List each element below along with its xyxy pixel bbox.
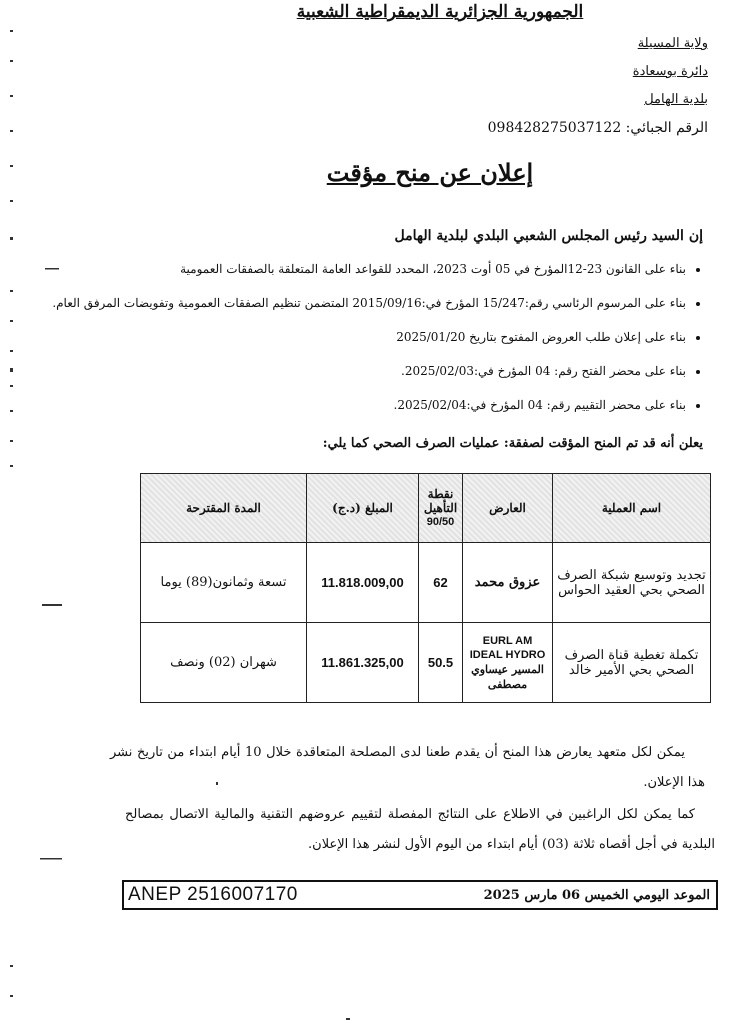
row-operation: تجديد وتوسيع شبكة الصرف الصحي بحي العقيد الحواس	[553, 543, 711, 623]
row-duration: تسعة وثمانون(89) يوما	[141, 543, 307, 623]
grant-table	[140, 473, 711, 703]
daira-label: دائرة بوسعادة	[632, 64, 708, 79]
header-amount: المبلغ (د.ج)	[307, 474, 419, 543]
header-score-scale: 90/50	[426, 516, 455, 528]
commune-label: بلدية الهامل	[644, 92, 708, 107]
row-score: 62	[419, 543, 463, 623]
footer-bar	[122, 880, 718, 910]
row-amount: 11.861.325,00	[307, 623, 419, 703]
legal-basis-item: • بناء على محضر التقييم رقم: 04 المؤرخ في:2025/02/04.	[86, 394, 686, 428]
header-operation: اسم العملية	[553, 474, 711, 543]
row-duration: شهران (02) ونصف	[141, 623, 307, 703]
legal-basis-list	[52, 258, 708, 428]
grant-declaration: يعلن أنه قد تم المنح المؤقت لصفقة: عمليات الصرف الصحي كما يلي:	[322, 436, 703, 451]
appeal-paragraph: يمكن لكل متعهد يعارض هذا المنح أن يقدم طعنا لدى المصلحة المتعاقدة خلال 10 أيام ابتداء من تاريخ نشر هذا الإعلان.	[110, 745, 705, 790]
row-score: 50.5	[419, 623, 463, 703]
table-row	[141, 543, 711, 623]
row-operation: تكملة تغطية قناة الصرف الصحي بحي الأمير خالد	[553, 623, 711, 703]
header-duration: المدة المقترحة	[141, 474, 307, 543]
row-bidder: عزوق محمد	[463, 543, 553, 623]
header-score	[419, 474, 463, 543]
header-bidder: العارض	[463, 474, 553, 543]
table-row	[141, 623, 711, 703]
row-bidder-manager: المسير عيساوي مصطفى	[471, 662, 544, 691]
announcement-title: إعلان عن منح مؤقت	[326, 158, 534, 187]
legal-basis-item: • بناء على القانون 23-12المؤرخ في 05 أوت 2023، المحدد للقواعد العامة المتعلقة بالصفقات العمومية	[86, 258, 686, 292]
row-bidder-company: EURL AM IDEAL HYDRO	[469, 634, 546, 661]
legal-basis-item: • بناء على المرسوم الرئاسي رقم:15/247 المؤرخ في:2015/09/16 المتضمن تنظيم الصفقات العمومية وتفويضات المرفق العام.	[86, 292, 686, 326]
republic-header: الجمهورية الجزائرية الديمقراطية الشعبية	[296, 2, 584, 22]
publication-info: الموعد اليومي الخميس 06 مارس 2025	[483, 888, 710, 903]
consult-paragraph: كما يمكن لكل الراغبين في الاطلاع على النتائج المفصلة لتقييم عروضهم التقنية والمالية الاتصال بمصالح البلدية في أجل أقصاه ثلاثة (03) أيام ابتداء من اليوم الأول لنشر هذا الإعلان.	[125, 807, 715, 852]
legal-basis-item: • بناء على إعلان طلب العروض المفتوح بتاريخ 2025/01/20	[86, 326, 686, 360]
row-amount: 11.818.009,00	[307, 543, 419, 623]
wilaya-label: ولاية المسيلة	[637, 36, 708, 51]
legal-basis-item: • بناء على محضر الفتح رقم: 04 المؤرخ في:2025/02/03.	[86, 360, 686, 394]
table-header-row	[141, 474, 711, 543]
header-score-label: نقطة التأهيل	[423, 487, 458, 515]
row-bidder	[463, 623, 553, 703]
tax-id: الرقم الجبائي: 098428275037122	[487, 120, 708, 136]
announcement-intro: إن السيد رئيس المجلس الشعبي البلدي لبلدية الهامل	[394, 228, 703, 244]
anep-number: ANEP 2516007170	[128, 884, 298, 905]
